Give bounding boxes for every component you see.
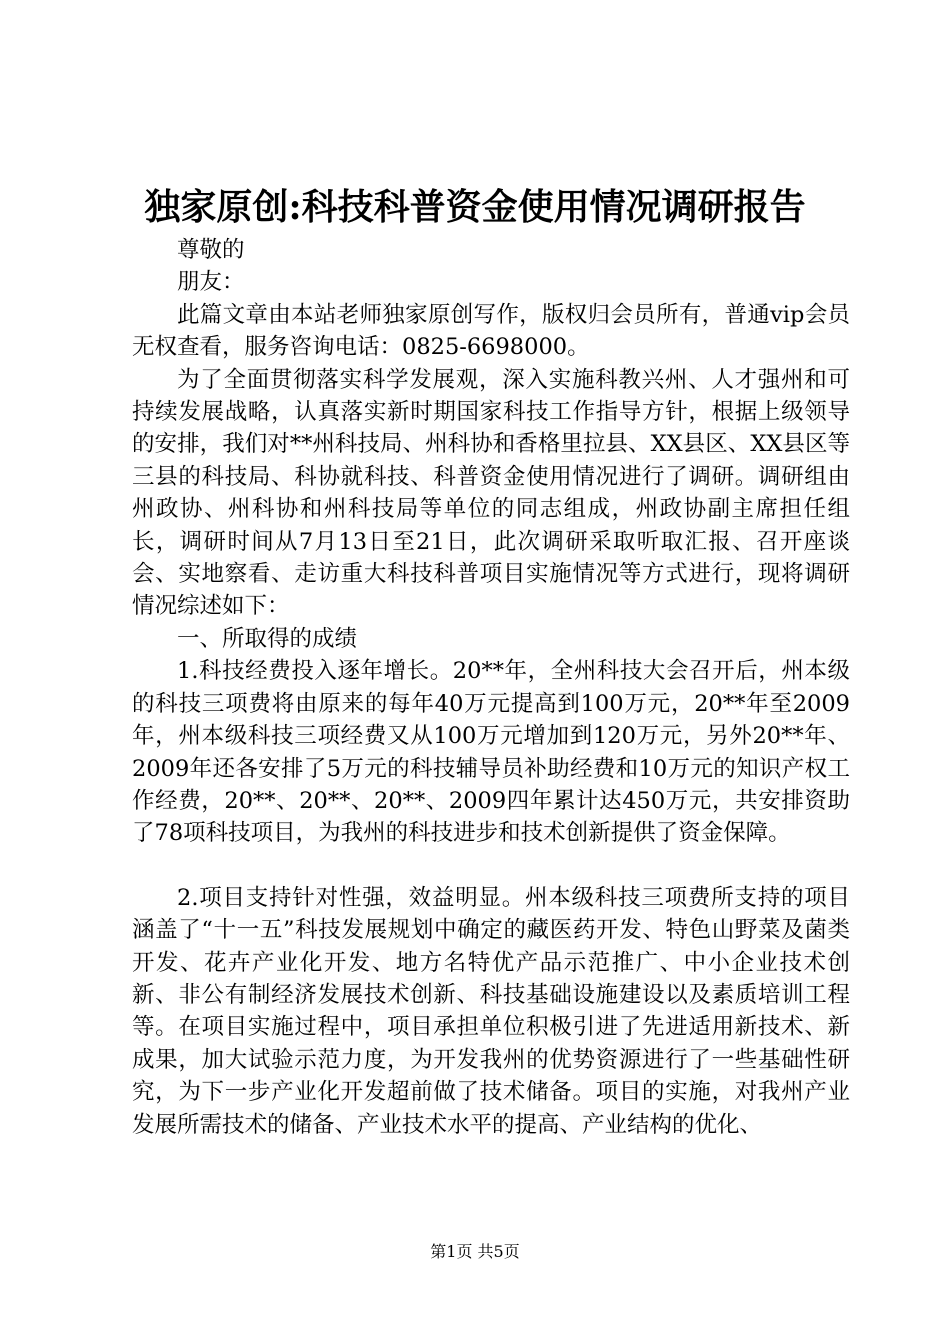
section-heading-achievements: 一、所取得的成绩 (177, 625, 358, 652)
salutation-line-2: 朋友： (177, 269, 245, 296)
document-body (132, 234, 850, 1141)
page-number-footer: 第1页 共5页 (430, 1242, 520, 1261)
paragraph-funding-growth: 1.科技经费投入逐年增长。20**年，全州科技大会召开后，州本级的科技三项费将由原来的每年40万元提高到100万元，20**年至2009年，州本级科技三项经费又从100万元增加到120万元，另外20**年、2009年还各安排了5万元的科技辅导员补助经费和10万元的知识产权工作经费，20**、20**、20**、2009四年累计达450万元，共安排资助了78项科技项目，为我州的科技进步和技术创新提供了资金保障。 (132, 658, 850, 847)
copyright-notice-paragraph: 此篇文章由本站老师独家原创写作，版权归会员所有，普通vip会员无权查看，服务咨询电话：0825-6698000。 (132, 301, 850, 361)
paragraph-project-support: 2.项目支持针对性强，效益明显。州本级科技三项费所支持的项目涵盖了“十一五”科技发展规划中确定的藏医药开发、特色山野菜及菌类开发、花卉产业化开发、地方名特优产品示范推广、中小企业技术创新、非公有制经济发展技术创新、科技基础设施建设以及素质培训工程等。在项目实施过程中，项目承担单位积极引进了先进适用新技术、新成果，加大试验示范力度，为开发我州的优势资源进行了一些基础性研究，为下一步产业化开发超前做了技术储备。项目的实施，对我州产业发展所需技术的储备、产业技术水平的提高、产业结构的优化、 (132, 884, 850, 1138)
intro-paragraph: 为了全面贯彻落实科学发展观，深入实施科教兴州、人才强州和可持续发展战略，认真落实新时期国家科技工作指导方针，根据上级领导的安排，我们对**州科技局、州科协和香格里拉县、XX县区、XX县区等三县的科技局、科协就科技、科普资金使用情况进行了调研。调研组由州政协、州科协和州科技局等单位的同志组成，州政协副主席担任组长，调研时间从7月13日至21日，此次调研采取听取汇报、召开座谈会、实地察看、走访重大科技科普项目实施情况等方式进行，现将调研情况综述如下： (132, 366, 850, 620)
document-title: 独家原创:科技科普资金使用情况调研报告 (144, 186, 806, 228)
salutation-line-1: 尊敬的 (177, 237, 245, 263)
